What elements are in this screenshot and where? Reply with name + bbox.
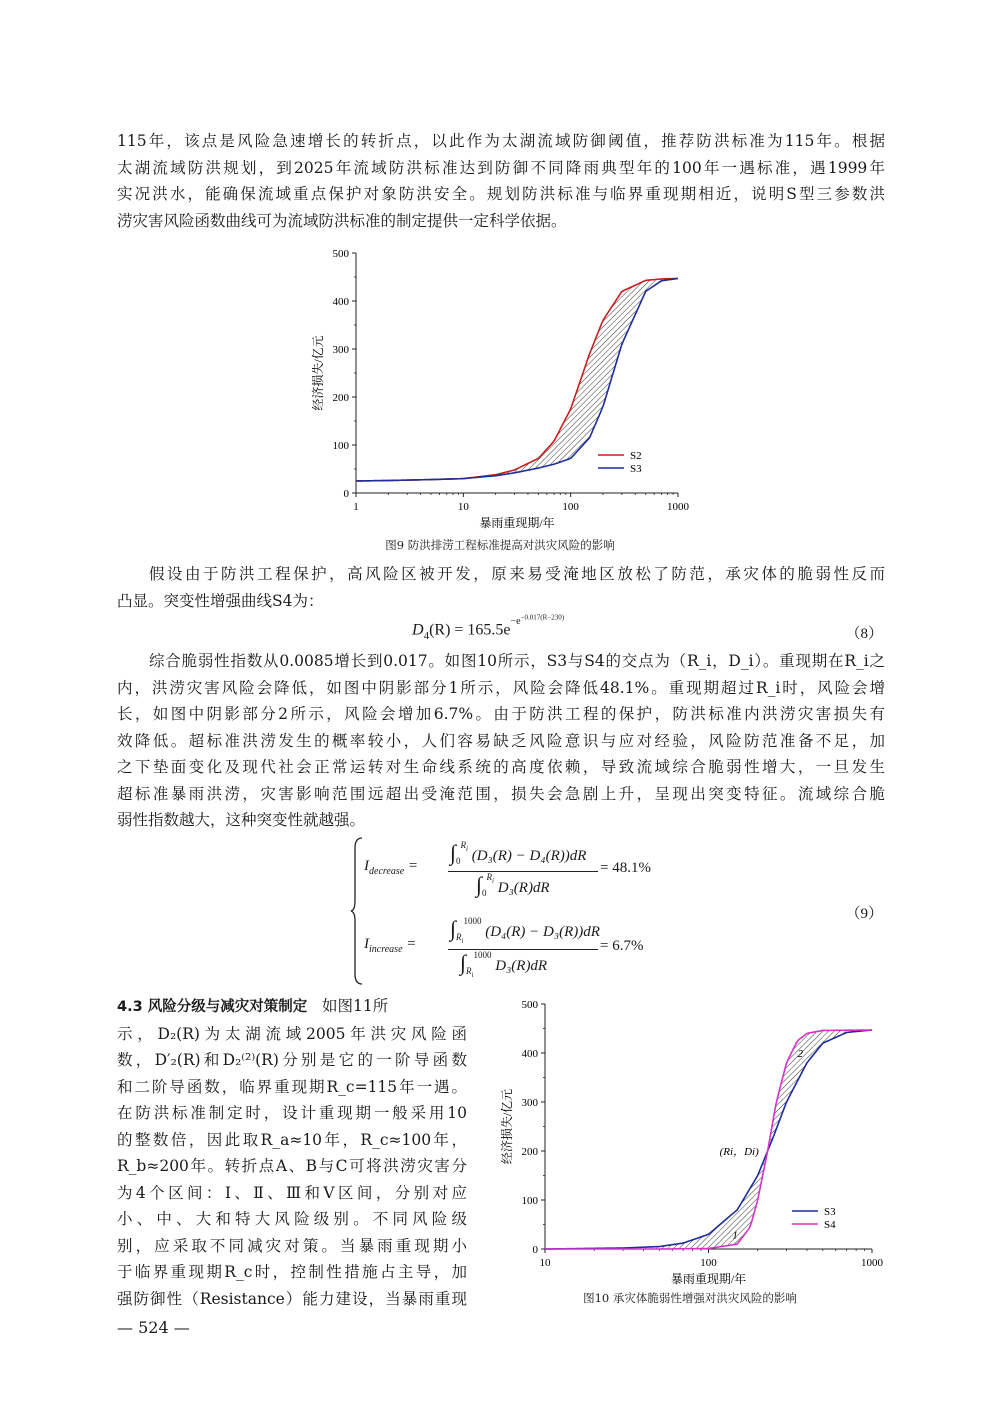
text-line: 实况洪水，能确保流域重点保护对象防洪安全。规划防洪标准与临界重现期相近，说明S型三参数洪	[117, 185, 885, 203]
series-line-s3	[545, 1030, 872, 1249]
eq9-i-decrease: $I_{decrease}$ =	[364, 858, 419, 877]
text-line: 涝灾害风险函数曲线可为流域防洪标准的制定提供一定科学依据。	[117, 211, 567, 230]
eq9-upper-sub: i	[492, 876, 494, 885]
x-axis-label: 暴雨重现期/年	[479, 516, 555, 530]
y-tick-label: 300	[521, 1097, 538, 1109]
eq9-inc-value: = 6.7%	[600, 938, 644, 954]
eq8-arg: (R) = 165.5e	[429, 621, 511, 639]
hatched-region	[545, 1030, 872, 1249]
text-line: 强防御性（Resistance）能力建设，当暴雨重现	[117, 1289, 467, 1308]
x-tick-label: 10	[457, 501, 469, 513]
text-line: 示，D₂(R)为太湖流域2005年洪灾风险函	[117, 1024, 467, 1043]
x-tick-label: 10	[539, 1257, 551, 1269]
x-axis-label: 暴雨重现期/年	[670, 1272, 747, 1286]
text-line: 于临界重现期R_c时，控制性措施占主导，加	[117, 1263, 467, 1281]
text-line: 之下垫面变化及现代社会正常运转对生命线系统的高度依赖，导致流域综合脆弱性增大，一旦发生	[117, 758, 885, 776]
eq9-upper: 1000	[473, 950, 492, 960]
eq8-lhs: D	[412, 621, 424, 639]
eq9-inc-numerator: $\int_{R_i}^{1000}$ (D₄(R) − D₃(R))dR	[450, 916, 600, 945]
legend-label: S2	[630, 450, 642, 462]
x-tick-label: 100	[700, 1257, 717, 1269]
equation-9	[350, 836, 670, 986]
eq9-upper: R	[486, 872, 493, 882]
y-axis-label: 经济损失/亿元	[500, 1088, 514, 1165]
text-line: 凸显。突变性增强曲线S4为：	[117, 591, 324, 610]
text-line: 弱性指数越大，这种突变性就越强。	[117, 811, 366, 829]
eq9-upper: R	[460, 840, 467, 850]
x-tick-label: 1000	[667, 501, 689, 513]
paragraph-intro	[117, 128, 885, 234]
x-tick-label: 100	[562, 501, 579, 513]
text-line: 在防洪标准制定时，设计重现期一般采用10	[117, 1104, 467, 1122]
eq9-inc-denominator: $\int_{R_i}^{1000}$ D₃(R)dR	[460, 950, 548, 979]
y-tick-label: 400	[332, 296, 349, 308]
page-number: — 524 —	[117, 1318, 190, 1337]
eq9-sub: decrease	[369, 866, 405, 877]
legend-label: S3	[824, 1206, 836, 1218]
text-line: 长，如图中阴影部分2所示，风险会增加6.7%。由于防洪工程的保护，防洪标准内洪涝灾害损失有	[117, 705, 885, 723]
figure-9-chart	[300, 245, 700, 545]
y-tick-label: 0	[343, 488, 349, 500]
equation-8	[412, 614, 565, 642]
text-line: 内，洪涝灾害风险会降低，如图中阴影部分1所示，风险会降低48.1%。重现期超过R_i时，风险会增	[117, 678, 885, 697]
eq9-i: I	[364, 858, 369, 874]
eq9-lower-sub: i	[471, 970, 474, 979]
text-line: 数，D′₂(R)和D₂⁽²⁾(R)分别是它的一阶导函数	[117, 1051, 467, 1069]
eq9-i: I	[364, 936, 369, 952]
section-heading: 4.3 风险分级与减灾对策制定	[117, 999, 308, 1015]
x-tick-label: 1000	[861, 1257, 883, 1269]
figure-10-chart	[490, 996, 890, 1296]
eq9-sub: increase	[369, 944, 403, 955]
y-tick-label: 100	[521, 1195, 538, 1207]
text-line: 假设由于防洪工程保护，高风险区被开发，原来易受淹地区放松了防范，承灾体的脆弱性反而	[149, 565, 885, 583]
eq9-dec-numerator: $\int_0^{R_i}$ (D₃(R) − D₄(R))dR	[450, 840, 587, 866]
eq8-exp1: −e	[510, 616, 521, 628]
eq9-lower: 0	[482, 888, 487, 898]
text-line: 别，应采取不同减灾对策。当暴雨重现期小	[117, 1236, 467, 1255]
eq9-i-increase: $I_{increase}$ =	[364, 936, 417, 955]
text-line: 超标准暴雨洪涝，灾害影响范围远超出受淹范围，损失会急剧上升，呈现出突变特征。流域综合脆	[117, 784, 885, 803]
figure-10-caption: 图10 承灾体脆弱性增强对洪灾风险的影响	[583, 1291, 797, 1305]
text-line: 综合脆弱性指数从0.0085增长到0.017。如图10所示，S3与S4的交点为（R_i，D_i）。重现期在R_i之	[149, 652, 885, 670]
eq9-lower: R	[466, 966, 472, 976]
text-line: 效降低。超标准洪涝发生的概率较小，人们容易缺乏风险意识与应对经验，风险防范准备不足，加	[117, 731, 885, 750]
eq9-lower: 0	[456, 856, 461, 866]
text-line: 的整数倍，因此取R_a≈10年，R_c≈100年，	[117, 1130, 467, 1149]
text-line: 为4个区间：Ⅰ、Ⅱ、Ⅲ和Ⅴ区间，分别对应	[117, 1183, 467, 1202]
y-tick-label: 0	[532, 1244, 538, 1256]
eq8-exp2: −0.017(R−230)	[520, 614, 565, 622]
text-line: R_b≈200年。转折点A、B与C可将洪涝灾害分	[117, 1157, 467, 1175]
eq9-den-text: D₃(R)dR	[497, 880, 550, 896]
eq9-num-text: (D₃(R) − D₄(R))dR	[471, 848, 587, 864]
y-tick-label: 300	[332, 344, 349, 356]
section-4-3	[117, 993, 467, 1312]
eq9-den-text: D₃(R)dR	[495, 958, 548, 974]
y-axis-label: 经济损失/亿元	[311, 335, 325, 411]
eq9-dec-denominator: $\int_0^{R_i}$ D₃(R)dR	[476, 872, 550, 898]
series-line-s4	[545, 1030, 872, 1249]
y-tick-label: 200	[332, 392, 349, 404]
y-tick-label: 500	[521, 999, 538, 1011]
legend-label: S3	[630, 463, 642, 475]
eq9-dec-value: = 48.1%	[600, 860, 651, 876]
eq9-lower-sub: i	[461, 936, 464, 945]
text-line: 太湖流域防洪规划，到2025年流域防洪标准达到防御不同降雨典型年的100年一遇标准，遇1999年	[117, 158, 885, 177]
eq9-upper-sub: i	[466, 844, 468, 853]
equation-8-number: （8）	[845, 626, 883, 642]
paragraph-assumption	[117, 561, 885, 614]
y-tick-label: 200	[521, 1146, 538, 1158]
text-fragment: 如图11所	[322, 997, 389, 1015]
annotation-label: 1	[732, 1229, 738, 1242]
equation-9-number: （9）	[845, 906, 883, 922]
brace-icon	[350, 836, 364, 986]
eq9-lower: R	[456, 932, 462, 942]
text-line: 和二阶导函数，临界重现期R_c=115年一遇。	[117, 1077, 467, 1096]
paragraph-vulnerability	[117, 648, 885, 834]
text-line: 115年，该点是风险急速增长的转折点，以此作为太湖流域防御阈值，推荐防洪标准为115年。根据	[117, 132, 885, 150]
y-tick-label: 100	[332, 440, 349, 452]
x-tick-label: 1	[353, 501, 359, 513]
eq9-upper: 1000	[463, 916, 482, 926]
y-tick-label: 500	[332, 248, 349, 260]
eq9-num-text: (D₄(R) − D₃(R))dR	[485, 924, 600, 940]
text-line: 小、中、大和特大风险级别。不同风险级	[117, 1210, 467, 1228]
text-line	[117, 993, 467, 1021]
y-tick-label: 400	[521, 1048, 538, 1060]
eq8-sub: 4	[423, 629, 430, 642]
annotation-label: 2	[797, 1048, 803, 1060]
legend-label: S4	[824, 1219, 836, 1231]
figure-9-caption: 图9 防洪排涝工程标准提高对洪灾风险的影响	[385, 538, 615, 552]
annotation-label: (Ri，Di)	[719, 1146, 759, 1158]
